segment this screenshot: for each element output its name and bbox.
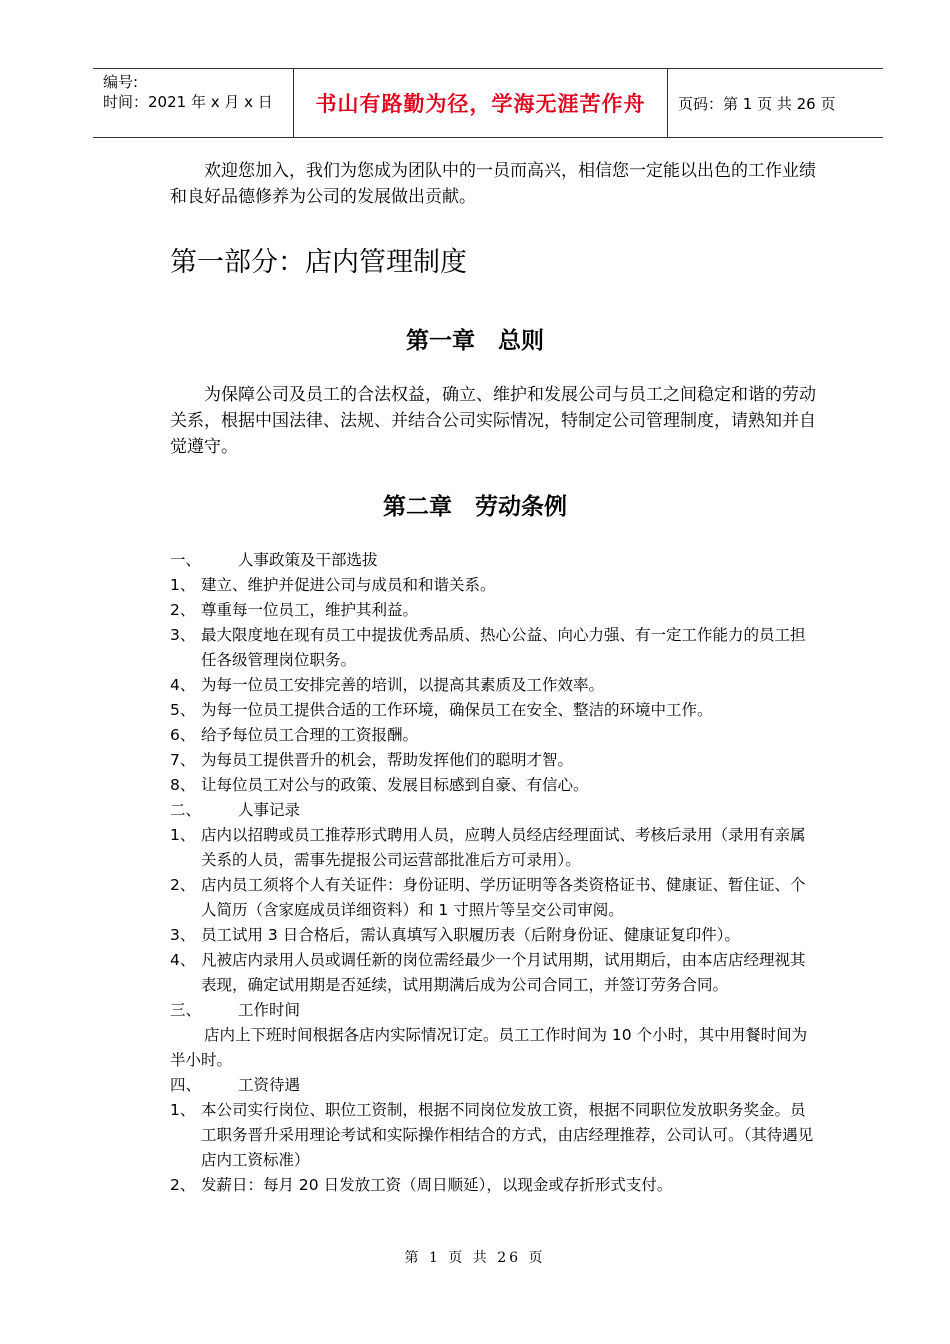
chapter2-content — [170, 548, 820, 1198]
chapter1-body: 为保障公司及员工的合法权益，确立、维护和发展公司与员工之间稳定和谐的劳动关系，根据中国法律、法规、并结合公司实际情况，特制定公司管理制度，请熟知并自觉遵守。 — [170, 385, 816, 457]
chapter2-title: 第二章 劳动条例 — [383, 494, 567, 520]
section-heading — [170, 998, 820, 1023]
list-item — [170, 823, 820, 873]
item-number: 7、 — [170, 751, 196, 769]
item-text: 让每位员工对公与的政策、发展目标感到自豪、有信心。 — [201, 776, 589, 794]
item-number: 5、 — [170, 701, 196, 719]
item-text: 建立、维护并促进公司与成员和和谐关系。 — [201, 576, 496, 594]
item-number: 2、 — [170, 601, 196, 619]
welcome-paragraph: 欢迎您加入，我们为您成为团队中的一员而高兴，相信您一定能以出色的工作业绩和良好品德修养为公司的发展做出贡献。 — [170, 161, 816, 207]
section-number: 二、 — [170, 801, 202, 819]
item-number: 3、 — [170, 626, 196, 644]
section-number: 四、 — [170, 1076, 202, 1094]
list-item — [170, 923, 820, 948]
item-text: 为每一位员工提供合适的工作环境，确保员工在安全、整洁的环境中工作。 — [201, 701, 713, 719]
list-item — [170, 698, 820, 723]
list-item — [170, 748, 820, 773]
section-title: 工资待遇 — [238, 1076, 301, 1094]
item-text: 店内员工须将个人有关证件：身份证明、学历证明等各类资格证书、健康证、暂住证、个人简历（含家庭成员详细资料）和 1 寸照片等呈交公司审阅。 — [201, 876, 806, 919]
item-text: 发薪日：每月 20 日发放工资（周日顺延），以现金或存折形式支付。 — [201, 1176, 673, 1194]
item-number: 1、 — [170, 1101, 196, 1119]
list-item — [170, 623, 820, 673]
list-item — [170, 773, 820, 798]
header-motto: 书山有路勤为径，学海无涯苦作舟 — [315, 92, 646, 116]
item-number: 8、 — [170, 776, 196, 794]
section-heading — [170, 548, 820, 573]
section-paragraph: 店内上下班时间根据各店内实际情况订定。员工工作时间为 10 个小时，其中用餐时间为半小时。 — [170, 1026, 808, 1069]
item-text: 本公司实行岗位、职位工资制，根据不同岗位发放工资，根据不同职位发放职务奖金。员工职务晋升采用理论考试和实际操作相结合的方式，由店经理推荐，公司认可。（其待遇见店内工资标准） — [201, 1101, 814, 1169]
chapter1-title: 第一章 总则 — [406, 328, 544, 354]
header-motto-cell — [294, 69, 668, 137]
list-item — [170, 573, 820, 598]
header-number-label: 编号: — [103, 73, 139, 91]
item-number: 1、 — [170, 576, 196, 594]
list-item — [170, 1173, 820, 1198]
section-number: 三、 — [170, 1001, 202, 1019]
item-number: 4、 — [170, 951, 196, 969]
item-number: 1、 — [170, 826, 196, 844]
section-heading — [170, 798, 820, 823]
item-text: 最大限度地在现有员工中提拔优秀品质、热心公益、向心力强、有一定工作能力的员工担任各级管理岗位职务。 — [201, 626, 806, 669]
item-number: 2、 — [170, 1176, 196, 1194]
header-meta — [93, 69, 294, 137]
list-item — [170, 723, 820, 748]
header-page-info: 页码：第 1 页 共 26 页 — [678, 94, 836, 113]
list-item — [170, 598, 820, 623]
list-item — [170, 1098, 820, 1173]
item-number: 6、 — [170, 726, 196, 744]
item-text: 尊重每一位员工，维护其利益。 — [201, 601, 419, 619]
section-heading — [170, 1073, 820, 1098]
item-text: 员工试用 3 日合格后，需认真填写入职履历表（后附身份证、健康证复印件）。 — [201, 926, 740, 944]
list-item — [170, 673, 820, 698]
section-title: 人事政策及干部选拔 — [238, 551, 378, 569]
item-number: 3、 — [170, 926, 196, 944]
page-footer: 第 1 页 共 26 页 — [404, 1250, 546, 1266]
list-item — [170, 948, 820, 998]
part-title: 第一部分：店内管理制度 — [170, 247, 467, 278]
section-number: 一、 — [170, 551, 202, 569]
item-text: 店内以招聘或员工推荐形式聘用人员，应聘人员经店经理面试、考核后录用（录用有亲属关系的人员，需事先提报公司运营部批准后方可录用）。 — [201, 826, 806, 869]
page-header — [93, 68, 883, 138]
item-text: 为每员工提供晋升的机会，帮助发挥他们的聪明才智。 — [201, 751, 574, 769]
section-title: 人事记录 — [238, 801, 301, 819]
section-title: 工作时间 — [238, 1001, 301, 1019]
item-text: 凡被店内录用人员或调任新的岗位需经最少一个月试用期，试用期后，由本店店经理视其表现，确定试用期是否延续，试用期满后成为公司合同工，并签订劳务合同。 — [201, 951, 806, 994]
item-number: 4、 — [170, 676, 196, 694]
item-text: 为每一位员工安排完善的培训，以提高其素质及工作效率。 — [201, 676, 605, 694]
item-text: 给予每位员工合理的工资报酬。 — [201, 726, 419, 744]
header-time-label: 时间：2021 年 x 月 x 日 — [103, 93, 273, 111]
list-item — [170, 873, 820, 923]
item-number: 2、 — [170, 876, 196, 894]
